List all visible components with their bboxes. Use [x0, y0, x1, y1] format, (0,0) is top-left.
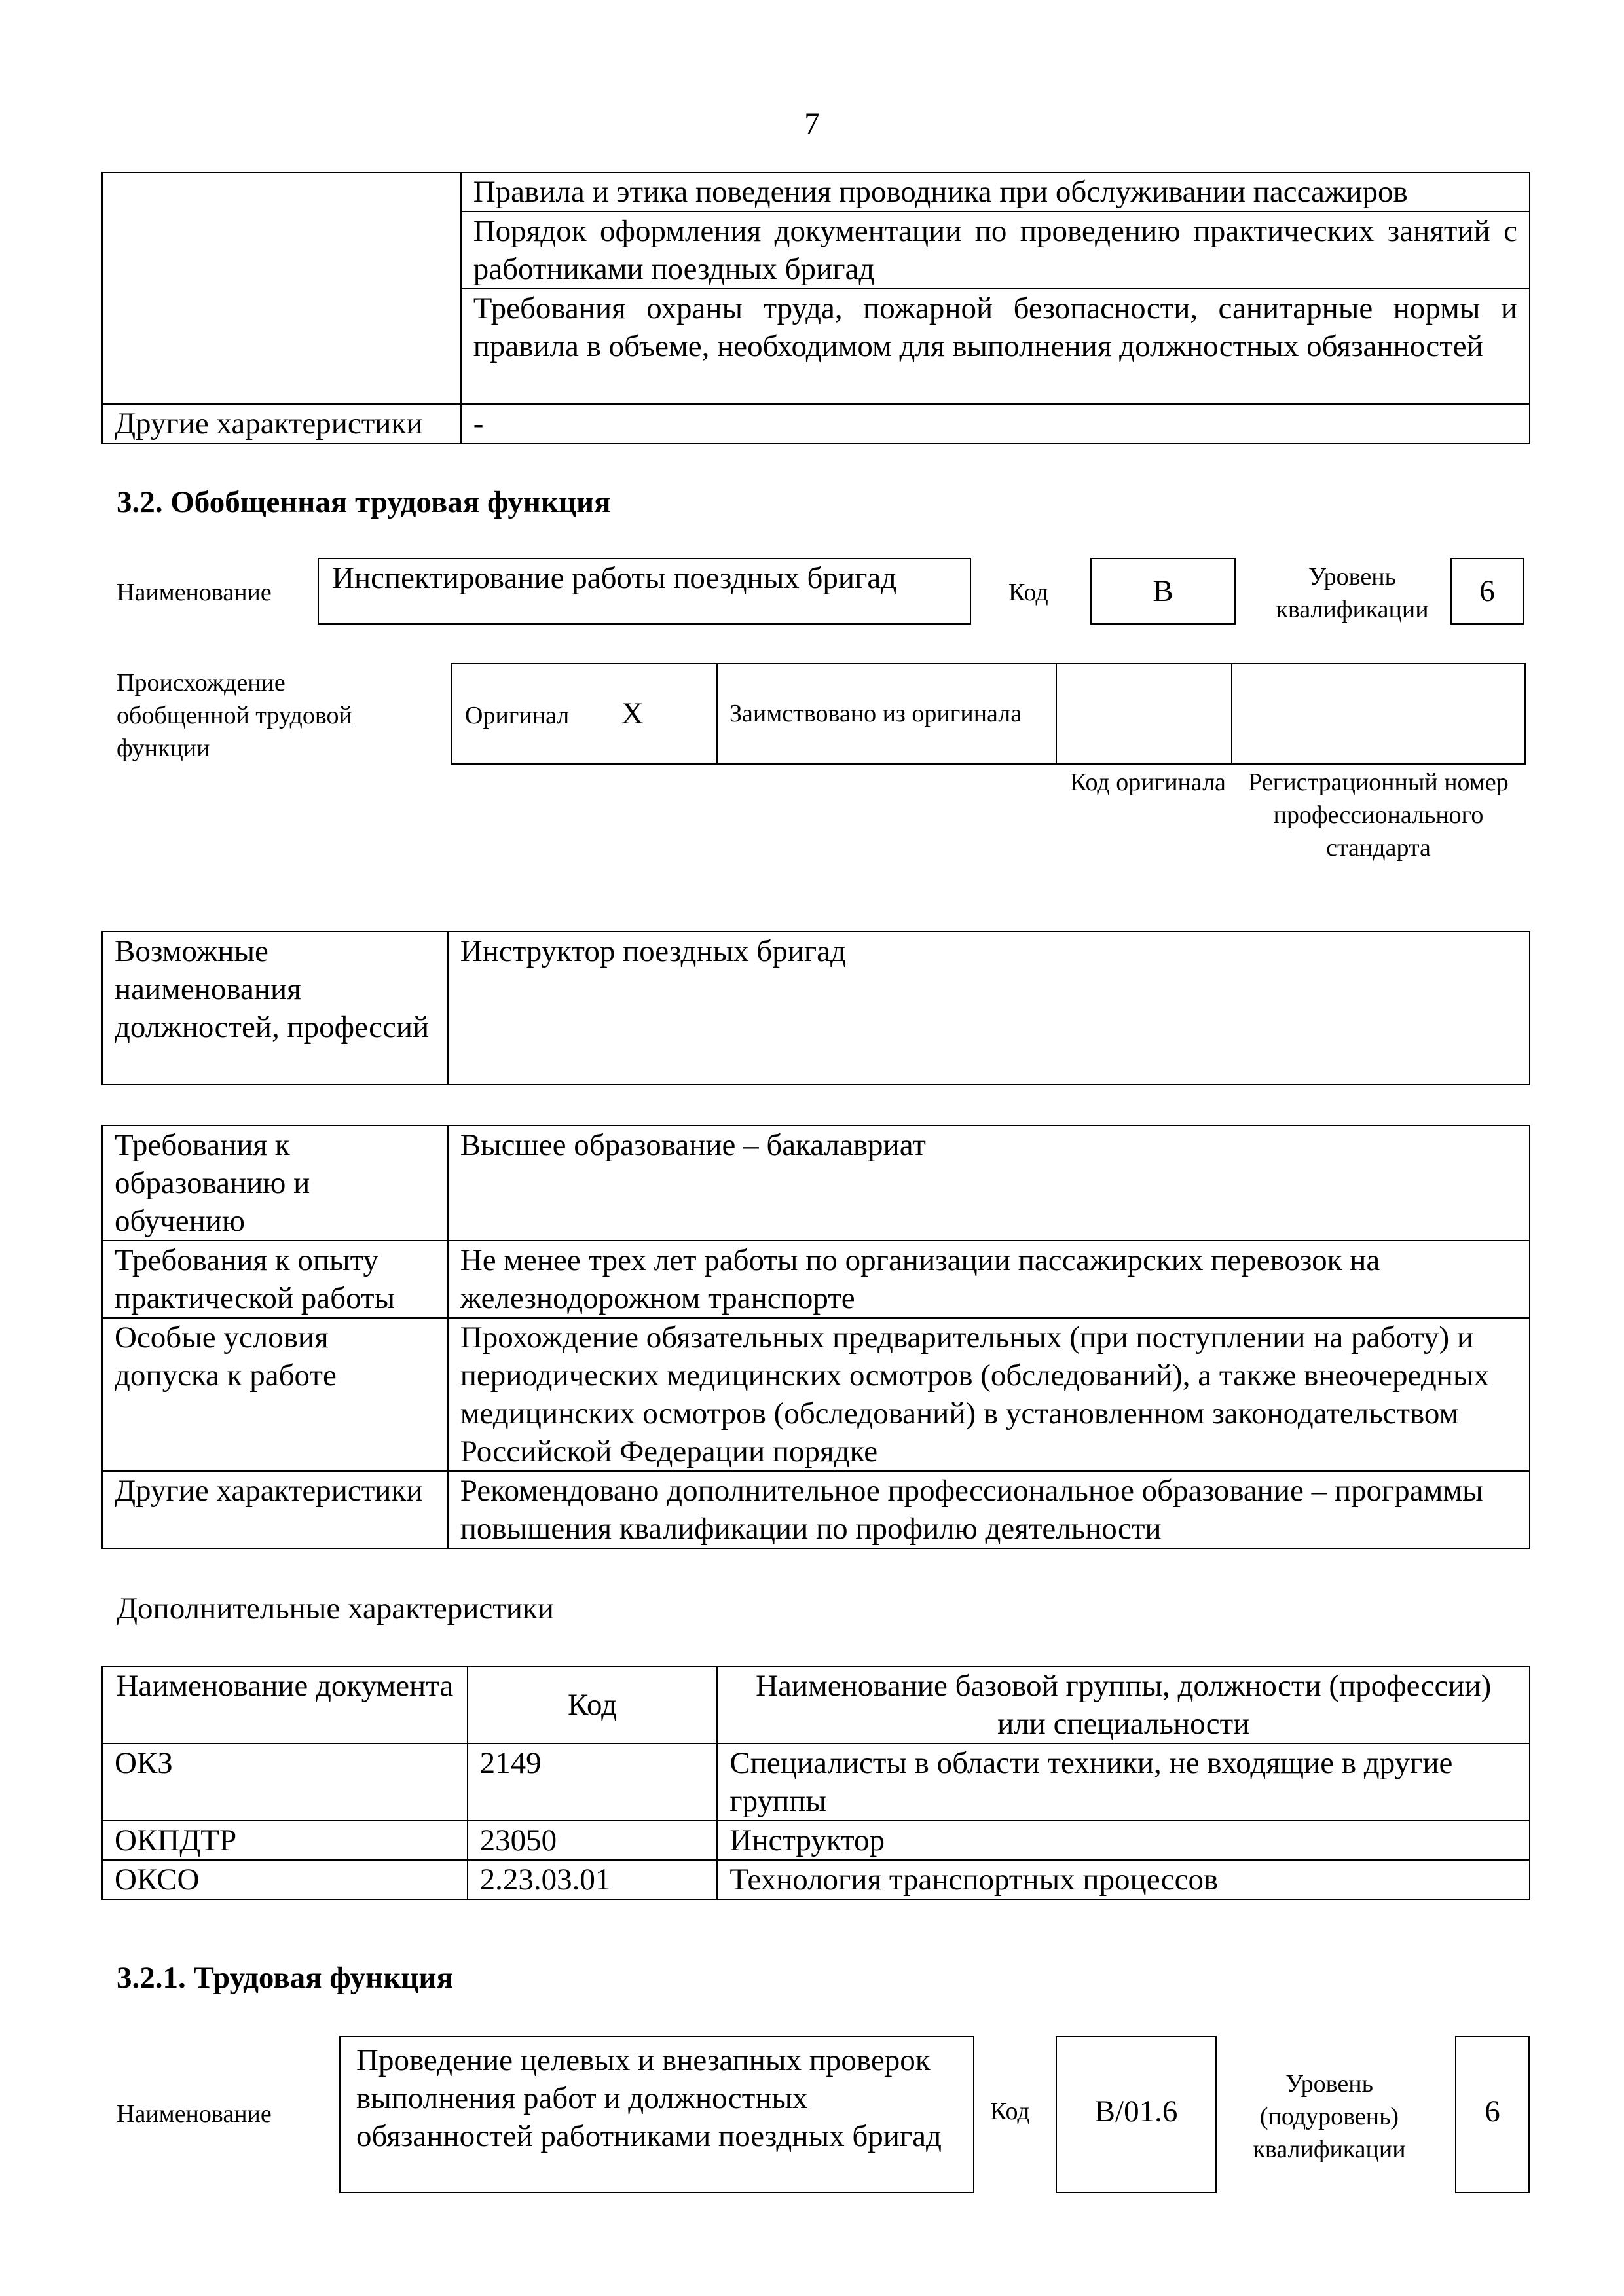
function-code-value: B/01.6: [1094, 2094, 1178, 2128]
additional-row: [102, 1860, 1530, 1899]
requirements-label: Другие характеристики: [102, 1471, 448, 1548]
additional-code: 2149: [468, 1743, 718, 1821]
additional-name: Специалисты в области техники, не входящие в другие группы: [717, 1743, 1530, 1821]
code-value: B: [1153, 574, 1173, 608]
additional-row: [102, 1821, 1530, 1860]
knowledge-label-cell: [102, 172, 461, 404]
knowledge-item: Правила и этика поведения проводника при обслуживании пассажиров: [461, 172, 1530, 211]
requirements-value: Рекомендовано дополнительное профессиональное образование – программы повышения квалификации по профилю деятельности: [448, 1471, 1530, 1548]
additional-doc: ОКСО: [102, 1860, 468, 1899]
additional-doc: ОКЗ: [102, 1743, 468, 1821]
level-value-box: [1450, 558, 1524, 625]
other-characteristics-value: -: [461, 404, 1530, 443]
code-label: Код: [1008, 579, 1048, 606]
other-characteristics-label: Другие характеристики: [102, 404, 461, 443]
requirements-row: [102, 1471, 1530, 1548]
function-code-label: Код: [990, 2098, 1030, 2125]
function-level-box: [1455, 2036, 1530, 2193]
reg-number-cell: [1232, 663, 1525, 764]
requirements-label: Требования к опыту практической работы: [102, 1241, 448, 1318]
function-name-label: Наименование: [117, 2100, 272, 2128]
page-number: 7: [804, 107, 820, 141]
original-label: Оригинал: [465, 702, 570, 729]
additional-code: 23050: [468, 1821, 718, 1860]
requirements-row: [102, 1318, 1530, 1471]
positions-table: [101, 931, 1530, 1085]
function-level-label: Уровень (подуровень) квалификации: [1253, 2070, 1406, 2163]
knowledge-item: Порядок оформления документации по проведению практических занятий с работниками поездных бригад: [461, 211, 1530, 289]
requirements-value: Не менее трех лет работы по организации пассажирских перевозок на железнодорожном транспорте: [448, 1241, 1530, 1318]
function-name-box: [339, 2036, 974, 2193]
additional-name: Технология транспортных процессов: [717, 1860, 1530, 1899]
additional-table: [101, 1666, 1530, 1900]
requirements-row: [102, 1241, 1530, 1318]
knowledge-item: Требования охраны труда, пожарной безопасности, санитарные нормы и правила в объеме, необходимом для выполнения должностных обязанностей: [461, 289, 1530, 404]
additional-header-row: [102, 1666, 1530, 1743]
knowledge-table: [101, 172, 1530, 444]
code-value-box: [1090, 558, 1236, 625]
requirements-value: Высшее образование – бакалавриат: [448, 1125, 1530, 1241]
positions-label: Возможные наименования должностей, профессий: [102, 932, 448, 1085]
function-level-value: 6: [1485, 2094, 1500, 2128]
level-label: Уровень квалификации: [1276, 563, 1429, 623]
name-value-box: [318, 558, 971, 625]
requirements-label: Требования к образованию и обучению: [102, 1125, 448, 1241]
name-label: Наименование: [117, 579, 272, 606]
additional-code: 2.23.03.01: [468, 1860, 718, 1899]
additional-title: Дополнительные характеристики: [117, 1592, 554, 1626]
borrowed-label: Заимствовано из оригинала: [717, 663, 1056, 764]
additional-header-code: Код: [468, 1666, 718, 1743]
additional-row: [102, 1743, 1530, 1821]
original-mark: X: [621, 697, 644, 731]
function-code-box: [1056, 2036, 1217, 2193]
level-value: 6: [1479, 574, 1495, 608]
section-heading-3-2-1: 3.2.1. Трудовая функция: [117, 1961, 453, 1995]
name-value: Инспектирование работы поездных бригад: [332, 561, 897, 595]
additional-name: Инструктор: [717, 1821, 1530, 1860]
reg-number-caption: Регистрационный номер профессионального стандарта: [1248, 769, 1509, 862]
positions-value: Инструктор поездных бригад: [448, 932, 1530, 1085]
requirements-label: Особые условия допуска к работе: [102, 1318, 448, 1471]
additional-header-doc: Наименование документа: [102, 1666, 468, 1743]
code-original-caption: Код оригинала: [1070, 769, 1226, 796]
origin-label: Происхождение обобщенной трудовой функции: [117, 669, 352, 762]
function-name-value: Проведение целевых и внезапных проверок выполнения работ и должностных обязанностей работниками поездных бригад: [356, 2043, 942, 2153]
requirements-table: [101, 1125, 1530, 1549]
additional-doc: ОКПДТР: [102, 1821, 468, 1860]
origin-original-cell: [451, 663, 717, 764]
requirements-value: Прохождение обязательных предварительных (при поступлении на работу) и периодических медицинских осмотров (обследований), а также внеочередных медицинских осмотров (обследований) в установленном законодательством Российской Федерации порядке: [448, 1318, 1530, 1471]
code-original-cell: [1056, 663, 1232, 764]
section-heading-3-2: 3.2. Обобщенная трудовая функция: [117, 485, 611, 519]
requirements-row: [102, 1125, 1530, 1241]
additional-header-name: Наименование базовой группы, должности (профессии) или специальности: [717, 1666, 1530, 1743]
origin-table: [451, 663, 1526, 765]
